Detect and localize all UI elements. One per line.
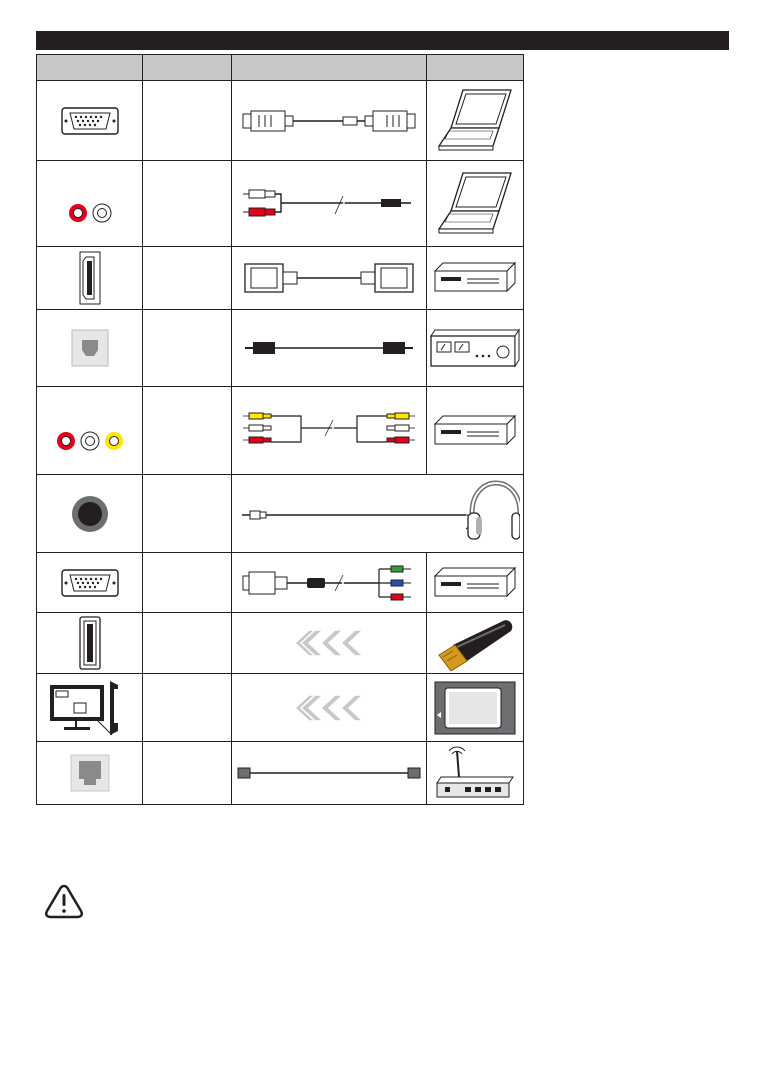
hdmi-port-icon bbox=[37, 247, 143, 310]
audio-rca-port-icon bbox=[37, 161, 143, 247]
table-row bbox=[37, 674, 524, 742]
headphone-type-cell bbox=[143, 475, 232, 553]
header-type bbox=[143, 55, 232, 81]
hdmi-cable-icon bbox=[232, 247, 427, 310]
connections-table bbox=[36, 54, 524, 805]
optical-type-cell bbox=[143, 310, 232, 387]
table-header-row bbox=[37, 55, 524, 81]
header-cables bbox=[232, 55, 427, 81]
usb-stick-icon bbox=[427, 613, 524, 674]
cam-module-icon bbox=[427, 674, 524, 742]
insert-arrows-icon bbox=[232, 674, 427, 742]
table-row bbox=[37, 81, 524, 161]
laptop-icon bbox=[427, 161, 524, 247]
headphone-cable-icon bbox=[232, 475, 524, 553]
table-row bbox=[37, 310, 524, 387]
ci-slot-icon bbox=[37, 674, 143, 742]
headphone-jack-icon bbox=[37, 475, 143, 553]
rca-to-jack-cable-icon bbox=[232, 161, 427, 247]
audio-type-cell bbox=[143, 161, 232, 247]
audio-amplifier-icon bbox=[427, 310, 524, 387]
usb-port-icon bbox=[37, 613, 143, 674]
optical-cable-icon bbox=[232, 310, 427, 387]
composite-av-port-icon bbox=[37, 387, 143, 475]
dvd-player-icon bbox=[427, 387, 524, 475]
set-top-box-icon bbox=[427, 247, 524, 310]
laptop-icon bbox=[427, 81, 524, 161]
table-row bbox=[37, 475, 524, 553]
header-device bbox=[427, 55, 524, 81]
table-row bbox=[37, 742, 524, 805]
ethernet-port-icon bbox=[37, 742, 143, 805]
vga-port-icon bbox=[37, 81, 143, 161]
ethernet-cable-icon bbox=[232, 742, 427, 805]
ci-type-cell bbox=[143, 674, 232, 742]
vga-type-cell bbox=[143, 81, 232, 161]
ethernet-type-cell bbox=[143, 742, 232, 805]
table-row bbox=[37, 161, 524, 247]
vga-to-component-cable-icon bbox=[232, 553, 427, 613]
ypbpr-type-cell bbox=[143, 553, 232, 613]
av-cable-icon bbox=[232, 387, 427, 475]
dvd-player-icon bbox=[427, 553, 524, 613]
table-row bbox=[37, 387, 524, 475]
optical-port-icon bbox=[37, 310, 143, 387]
router-icon bbox=[427, 742, 524, 805]
warning-icon bbox=[44, 883, 84, 919]
table-row bbox=[37, 247, 524, 310]
hdmi-type-cell bbox=[143, 247, 232, 310]
ypbpr-vga-port-icon bbox=[37, 553, 143, 613]
vga-cable-icon bbox=[232, 81, 427, 161]
header-connector bbox=[37, 55, 143, 81]
table-row bbox=[37, 613, 524, 674]
page-header-bar bbox=[36, 31, 729, 50]
insert-arrows-icon bbox=[232, 613, 427, 674]
table-row bbox=[37, 553, 524, 613]
usb-type-cell bbox=[143, 613, 232, 674]
av-type-cell bbox=[143, 387, 232, 475]
